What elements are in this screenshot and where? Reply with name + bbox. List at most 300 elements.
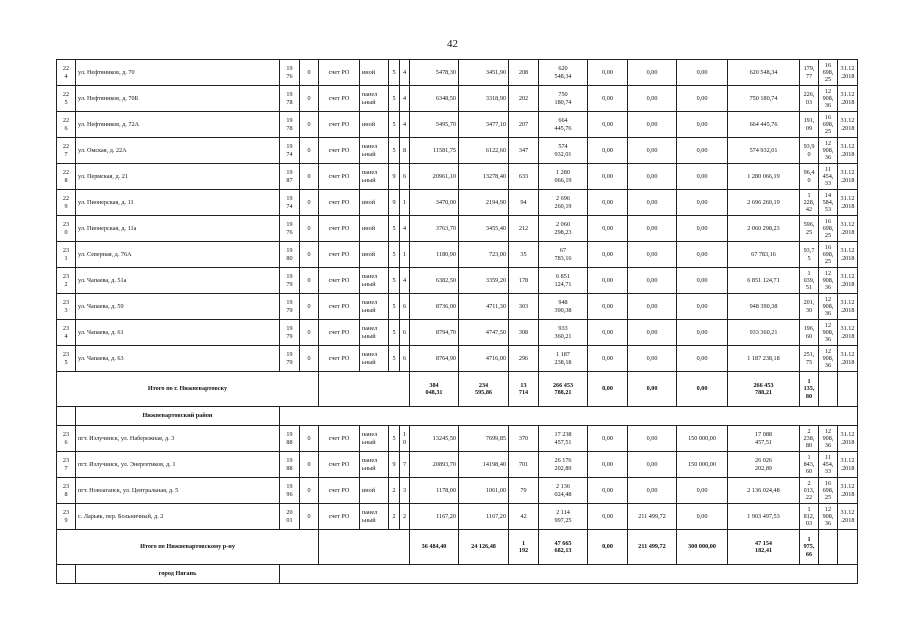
floors-cell: 5 (389, 268, 400, 294)
fund-cost-cell: 1 280 066,19 (728, 164, 800, 190)
fund-cost-cell: 620 548,34 (728, 60, 800, 86)
max-cost-cell: 12 908, 36 (819, 268, 838, 294)
empty-cell (280, 565, 858, 584)
max-cost-cell: 16 698, 25 (819, 478, 838, 504)
residential-area-cell: 1167,20 (459, 504, 509, 530)
total-cost-col-3-cell: 0,00 (677, 372, 728, 407)
fund-cost-cell: 933 360,21 (728, 320, 800, 346)
cost-col-1-cell: 0,00 (588, 294, 628, 320)
year-cell: 19 74 (280, 138, 300, 164)
cost-col-1-cell: 0,00 (588, 268, 628, 294)
floors-cell: 5 (389, 216, 400, 242)
table-row (57, 138, 858, 164)
repair-cost-cell: 2 114 997,25 (539, 504, 588, 530)
fund-cell: счет РО (319, 216, 360, 242)
address-cell: ул. Чапаева, д. 59 (76, 294, 280, 320)
row-number-cell: 23 0 (57, 216, 76, 242)
cost-col-1-cell: 0,00 (588, 346, 628, 372)
cost-col-2-cell: 0,00 (628, 452, 677, 478)
total-area-cell: 3763,70 (410, 216, 459, 242)
entrances-cell: 4 (400, 216, 410, 242)
fund-cost-cell: 1 903 497,53 (728, 504, 800, 530)
total-area-cell: 5478,30 (410, 60, 459, 86)
cost-col-1-cell: 0,00 (588, 138, 628, 164)
fund-cost-cell: 574 932,01 (728, 138, 800, 164)
residential-area-cell: 14198,40 (459, 452, 509, 478)
floors-cell: 5 (389, 242, 400, 268)
cost-col-2-cell: 0,00 (628, 190, 677, 216)
repair-cost-cell: 2 136 024,48 (539, 478, 588, 504)
residents-cell: 94 (509, 190, 539, 216)
total-area-cell: 8794,70 (410, 320, 459, 346)
table-row (57, 86, 858, 112)
address-cell: ул. Чапаева, д. 61 (76, 320, 280, 346)
total-cost-col-2-cell: 211 499,72 (628, 530, 677, 565)
cost-col-1-cell: 0,00 (588, 60, 628, 86)
fund-cost-cell: 17 088 457,51 (728, 426, 800, 452)
section-heading-row (57, 407, 858, 426)
fund-cell: счет РО (319, 112, 360, 138)
zero-cell: 0 (300, 164, 319, 190)
residents-cell: 370 (509, 426, 539, 452)
entrances-cell: 8 (400, 138, 410, 164)
cost-col-3-cell: 0,00 (677, 320, 728, 346)
residents-cell: 303 (509, 294, 539, 320)
residents-cell: 296 (509, 346, 539, 372)
entrances-cell: 1 0 (400, 426, 410, 452)
cost-col-3-cell: 0,00 (677, 86, 728, 112)
year-cell: 19 96 (280, 478, 300, 504)
deadline-cell: 31.12 .2018 (838, 478, 858, 504)
wall-material-cell: панел ьный (360, 86, 389, 112)
residents-cell: 701 (509, 452, 539, 478)
fund-cell: счет РО (319, 164, 360, 190)
cost-per-m2-cell: 93,9 0 (800, 138, 819, 164)
total-residential-area-cell: 24 126,48 (459, 530, 509, 565)
zero-cell: 0 (300, 346, 319, 372)
residents-cell: 347 (509, 138, 539, 164)
year-cell: 19 88 (280, 426, 300, 452)
cost-per-m2-cell: 1 228, 42 (800, 190, 819, 216)
zero-cell: 0 (300, 216, 319, 242)
cost-col-2-cell: 0,00 (628, 426, 677, 452)
cost-col-1-cell: 0,00 (588, 86, 628, 112)
address-cell: пгт. Излучинск, ул. Набережная, д. 3 (76, 426, 280, 452)
total-residential-area-cell: 234 595,86 (459, 372, 509, 407)
fund-cell: счет РО (319, 190, 360, 216)
zero-cell: 0 (300, 190, 319, 216)
floors-cell: 9 (389, 164, 400, 190)
wall-material-cell: панел ьный (360, 268, 389, 294)
total-fund-cost-cell: 266 453 788,21 (728, 372, 800, 407)
zero-cell: 0 (300, 504, 319, 530)
cost-col-1-cell: 0,00 (588, 452, 628, 478)
floors-cell: 5 (389, 426, 400, 452)
floors-cell: 5 (389, 60, 400, 86)
cost-per-m2-cell: 596, 25 (800, 216, 819, 242)
total-cost-per-m2-cell: 1 975, 66 (800, 530, 819, 565)
entrances-cell: 4 (400, 86, 410, 112)
entrances-cell: 2 (400, 504, 410, 530)
residential-area-cell: 6122,60 (459, 138, 509, 164)
year-cell: 19 74 (280, 190, 300, 216)
max-cost-cell: 16 698, 25 (819, 112, 838, 138)
residents-cell: 208 (509, 60, 539, 86)
deadline-cell: 31.12 .2018 (838, 268, 858, 294)
entrances-cell: 1 (400, 242, 410, 268)
row-number-cell: 23 2 (57, 268, 76, 294)
fund-cost-cell: 2 136 024,48 (728, 478, 800, 504)
cost-col-3-cell: 0,00 (677, 138, 728, 164)
empty-cell (57, 407, 76, 426)
cost-per-m2-cell: 2 238, 80 (800, 426, 819, 452)
page-number: 42 (447, 38, 458, 50)
year-cell: 19 78 (280, 112, 300, 138)
fund-cost-cell: 750 180,74 (728, 86, 800, 112)
total-cost-col-2-cell: 0,00 (628, 372, 677, 407)
cost-col-2-cell: 0,00 (628, 112, 677, 138)
cost-col-2-cell: 0,00 (628, 138, 677, 164)
cost-col-1-cell: 0,00 (588, 216, 628, 242)
entrances-cell: 7 (400, 452, 410, 478)
row-number-cell: 22 9 (57, 190, 76, 216)
max-cost-cell: 16 698, 25 (819, 60, 838, 86)
max-cost-cell: 12 908, 36 (819, 86, 838, 112)
fund-cost-cell: 6 851 124,71 (728, 268, 800, 294)
repair-cost-cell: 933 360,21 (539, 320, 588, 346)
total-area-cell: 13245,50 (410, 426, 459, 452)
residential-area-cell: 4716,00 (459, 346, 509, 372)
wall-material-cell: панел ьный (360, 164, 389, 190)
cost-col-2-cell: 0,00 (628, 294, 677, 320)
table-row (57, 164, 858, 190)
empty-cell (319, 372, 410, 407)
floors-cell: 5 (389, 86, 400, 112)
residential-area-cell: 13278,40 (459, 164, 509, 190)
fund-cell: счет РО (319, 294, 360, 320)
total-cost-col-3-cell: 300 000,00 (677, 530, 728, 565)
fund-cost-cell: 948 390,38 (728, 294, 800, 320)
floors-cell: 5 (389, 346, 400, 372)
cost-col-1-cell: 0,00 (588, 164, 628, 190)
address-cell: ул. Чапаева, д. 63 (76, 346, 280, 372)
year-cell: 19 76 (280, 216, 300, 242)
address-cell: ул. Нефтяников, д. 72А (76, 112, 280, 138)
total-cost-cell: 266 453 788,21 (539, 372, 588, 407)
address-cell: пгт. Излучинск, ул. Энергетиков, д. 1 (76, 452, 280, 478)
cost-per-m2-cell: 1 812, 03 (800, 504, 819, 530)
max-cost-cell: 12 908, 36 (819, 294, 838, 320)
cost-col-3-cell: 0,00 (677, 242, 728, 268)
residential-area-cell: 4747,50 (459, 320, 509, 346)
total-area-cell: 6348,50 (410, 86, 459, 112)
zero-cell: 0 (300, 478, 319, 504)
total-area-cell: 11581,75 (410, 138, 459, 164)
year-cell: 19 79 (280, 346, 300, 372)
table-row (57, 294, 858, 320)
section-heading: город Нягань (76, 565, 280, 584)
fund-cell: счет РО (319, 86, 360, 112)
total-area-cell: 1180,90 (410, 242, 459, 268)
max-cost-cell: 11 454, 33 (819, 164, 838, 190)
total-area-cell: 20893,70 (410, 452, 459, 478)
entrances-cell: 4 (400, 268, 410, 294)
deadline-cell: 31.12 .2018 (838, 452, 858, 478)
address-cell: ул. Нефтяников, д. 70Б (76, 86, 280, 112)
deadline-cell: 31.12 .2018 (838, 294, 858, 320)
cost-col-3-cell: 0,00 (677, 268, 728, 294)
cost-col-3-cell: 150 000,00 (677, 426, 728, 452)
entrances-cell: 6 (400, 294, 410, 320)
cost-col-1-cell: 0,00 (588, 320, 628, 346)
cost-col-2-cell: 0,00 (628, 164, 677, 190)
entrances-cell: 6 (400, 320, 410, 346)
residential-area-cell: 4711,30 (459, 294, 509, 320)
total-area-cell: 6382,50 (410, 268, 459, 294)
repair-cost-cell: 948 390,38 (539, 294, 588, 320)
deadline-cell: 31.12 .2018 (838, 190, 858, 216)
residential-area-cell: 3359,20 (459, 268, 509, 294)
cost-col-2-cell: 0,00 (628, 60, 677, 86)
cost-col-2-cell: 211 499,72 (628, 504, 677, 530)
wall-material-cell: иной (360, 190, 389, 216)
cost-col-2-cell: 0,00 (628, 268, 677, 294)
floors-cell: 5 (389, 320, 400, 346)
cost-per-m2-cell: 191, 09 (800, 112, 819, 138)
residents-cell: 202 (509, 86, 539, 112)
address-cell: ул. Чапаева, д. 51а (76, 268, 280, 294)
fund-cell: счет РО (319, 60, 360, 86)
wall-material-cell: панел ьный (360, 452, 389, 478)
deadline-cell: 31.12 .2018 (838, 320, 858, 346)
deadline-cell: 31.12 .2018 (838, 138, 858, 164)
residents-cell: 79 (509, 478, 539, 504)
cost-per-m2-cell: 93,7 5 (800, 242, 819, 268)
year-cell: 19 79 (280, 294, 300, 320)
deadline-cell: 31.12 .2018 (838, 504, 858, 530)
fund-cell: счет РО (319, 242, 360, 268)
empty-cell (819, 530, 838, 565)
cost-col-3-cell: 0,00 (677, 504, 728, 530)
residential-area-cell: 1061,00 (459, 478, 509, 504)
deadline-cell: 31.12 .2018 (838, 346, 858, 372)
repair-cost-cell: 6 851 124,71 (539, 268, 588, 294)
year-cell: 19 80 (280, 242, 300, 268)
max-cost-cell: 12 908, 36 (819, 504, 838, 530)
fund-cost-cell: 26 026 202,89 (728, 452, 800, 478)
row-number-cell: 22 6 (57, 112, 76, 138)
wall-material-cell: панел ьный (360, 426, 389, 452)
floors-cell: 9 (389, 190, 400, 216)
section-heading: Нижневартовский район (76, 407, 280, 426)
total-area-cell: 1167,20 (410, 504, 459, 530)
cost-col-3-cell: 150 000,00 (677, 452, 728, 478)
max-cost-cell: 12 908, 36 (819, 138, 838, 164)
row-number-cell: 23 3 (57, 294, 76, 320)
address-cell: ул. Пионерская, д. 11а (76, 216, 280, 242)
fund-cost-cell: 1 187 238,18 (728, 346, 800, 372)
section-heading-row (57, 565, 858, 584)
total-area-cell: 36 484,40 (410, 530, 459, 565)
cost-per-m2-cell: 1 843, 60 (800, 452, 819, 478)
residents-cell: 178 (509, 268, 539, 294)
row-number-cell: 23 7 (57, 452, 76, 478)
residential-area-cell: 3451,90 (459, 60, 509, 86)
residents-cell: 35 (509, 242, 539, 268)
fund-cell: счет РО (319, 346, 360, 372)
cost-col-3-cell: 0,00 (677, 216, 728, 242)
fund-cell: счет РО (319, 426, 360, 452)
total-area-cell: 3470,00 (410, 190, 459, 216)
entrances-cell: 3 (400, 478, 410, 504)
repair-cost-cell: 2 060 298,23 (539, 216, 588, 242)
year-cell: 19 76 (280, 60, 300, 86)
row-number-cell: 22 7 (57, 138, 76, 164)
table-row (57, 242, 858, 268)
empty-cell (319, 530, 410, 565)
cost-col-3-cell: 0,00 (677, 190, 728, 216)
row-number-cell: 22 5 (57, 86, 76, 112)
max-cost-cell: 12 908, 36 (819, 320, 838, 346)
address-cell: с. Ларьяк, пер. Больничный, д. 2 (76, 504, 280, 530)
total-cost-col-1-cell: 0,00 (588, 372, 628, 407)
residential-area-cell: 2194,90 (459, 190, 509, 216)
deadline-cell: 31.12 .2018 (838, 164, 858, 190)
cost-col-2-cell: 0,00 (628, 216, 677, 242)
floors-cell: 9 (389, 452, 400, 478)
cost-per-m2-cell: 201, 30 (800, 294, 819, 320)
cost-per-m2-cell: 2 013, 22 (800, 478, 819, 504)
fund-cost-cell: 67 783,16 (728, 242, 800, 268)
floors-cell: 5 (389, 112, 400, 138)
fund-cell: счет РО (319, 138, 360, 164)
total-residents-cell: 1 192 (509, 530, 539, 565)
zero-cell: 0 (300, 452, 319, 478)
total-label-cell: Итого по Нижневартовскому р-ну (57, 530, 319, 565)
repair-cost-cell: 574 932,01 (539, 138, 588, 164)
wall-material-cell: иной (360, 242, 389, 268)
max-cost-cell: 16 698, 25 (819, 242, 838, 268)
empty-cell (838, 372, 858, 407)
deadline-cell: 31.12 .2018 (838, 242, 858, 268)
floors-cell: 2 (389, 478, 400, 504)
repair-cost-cell: 2 696 260,19 (539, 190, 588, 216)
empty-cell (57, 565, 76, 584)
total-cost-per-m2-cell: 1 135, 80 (800, 372, 819, 407)
entrances-cell: 1 (400, 190, 410, 216)
zero-cell: 0 (300, 60, 319, 86)
cost-col-2-cell: 0,00 (628, 346, 677, 372)
max-cost-cell: 14 584, 53 (819, 190, 838, 216)
total-area-cell: 20961,10 (410, 164, 459, 190)
wall-material-cell: иной (360, 60, 389, 86)
zero-cell: 0 (300, 112, 319, 138)
year-cell: 19 87 (280, 164, 300, 190)
residential-area-cell: 7699,85 (459, 426, 509, 452)
zero-cell: 0 (300, 138, 319, 164)
cost-col-1-cell: 0,00 (588, 426, 628, 452)
cost-col-3-cell: 0,00 (677, 164, 728, 190)
fund-cost-cell: 2 696 260,19 (728, 190, 800, 216)
total-cost-col-1-cell: 0,00 (588, 530, 628, 565)
residential-area-cell: 3477,10 (459, 112, 509, 138)
deadline-cell: 31.12 .2018 (838, 216, 858, 242)
cost-col-1-cell: 0,00 (588, 112, 628, 138)
address-cell: ул. Северная, д. 76А (76, 242, 280, 268)
entrances-cell: 4 (400, 60, 410, 86)
wall-material-cell: панел ьный (360, 320, 389, 346)
residential-area-cell: 3455,40 (459, 216, 509, 242)
max-cost-cell: 12 908, 36 (819, 426, 838, 452)
zero-cell: 0 (300, 268, 319, 294)
cost-col-3-cell: 0,00 (677, 112, 728, 138)
cost-col-1-cell: 0,00 (588, 190, 628, 216)
cost-col-3-cell: 0,00 (677, 346, 728, 372)
fund-cost-cell: 2 060 298,23 (728, 216, 800, 242)
entrances-cell: 6 (400, 346, 410, 372)
table-row (57, 504, 858, 530)
repair-cost-cell: 17 238 457,51 (539, 426, 588, 452)
repair-cost-cell: 1 280 066,19 (539, 164, 588, 190)
cost-col-3-cell: 0,00 (677, 294, 728, 320)
deadline-cell: 31.12 .2018 (838, 112, 858, 138)
fund-cell: счет РО (319, 504, 360, 530)
total-cost-cell: 47 665 682,13 (539, 530, 588, 565)
empty-cell (280, 407, 858, 426)
address-cell: ул. Омская, д. 22А (76, 138, 280, 164)
cost-col-1-cell: 0,00 (588, 478, 628, 504)
max-cost-cell: 12 908, 36 (819, 346, 838, 372)
entrances-cell: 4 (400, 112, 410, 138)
wall-material-cell: иной (360, 216, 389, 242)
deadline-cell: 31.12 .2018 (838, 86, 858, 112)
deadline-cell: 31.12 .2018 (838, 60, 858, 86)
year-cell: 19 79 (280, 268, 300, 294)
address-cell: пгт. Новоаганск, ул. Центральная, д. 5 (76, 478, 280, 504)
floors-cell: 2 (389, 504, 400, 530)
empty-cell (838, 530, 858, 565)
total-area-cell: 384 048,31 (410, 372, 459, 407)
cost-col-2-cell: 0,00 (628, 86, 677, 112)
residential-area-cell: 723,00 (459, 242, 509, 268)
cost-col-3-cell: 0,00 (677, 478, 728, 504)
cost-col-3-cell: 0,00 (677, 60, 728, 86)
fund-cell: счет РО (319, 268, 360, 294)
total-label-cell: Итого по г. Нижневартовску (57, 372, 319, 407)
residents-cell: 42 (509, 504, 539, 530)
entrances-cell: 6 (400, 164, 410, 190)
cost-per-m2-cell: 226, 03 (800, 86, 819, 112)
cost-per-m2-cell: 251, 75 (800, 346, 819, 372)
cost-col-2-cell: 0,00 (628, 242, 677, 268)
cost-col-2-cell: 0,00 (628, 478, 677, 504)
year-cell: 19 78 (280, 86, 300, 112)
year-cell: 19 88 (280, 452, 300, 478)
row-number-cell: 23 8 (57, 478, 76, 504)
repair-cost-cell: 67 783,16 (539, 242, 588, 268)
repair-cost-cell: 26 176 202,89 (539, 452, 588, 478)
total-fund-cost-cell: 47 154 182,41 (728, 530, 800, 565)
housing-repair-table (56, 59, 858, 584)
empty-cell (819, 372, 838, 407)
table-row (57, 190, 858, 216)
residential-area-cell: 3318,90 (459, 86, 509, 112)
cost-col-1-cell: 0,00 (588, 504, 628, 530)
wall-material-cell: иной (360, 112, 389, 138)
zero-cell: 0 (300, 294, 319, 320)
cost-per-m2-cell: 96,4 0 (800, 164, 819, 190)
cost-per-m2-cell: 196, 60 (800, 320, 819, 346)
